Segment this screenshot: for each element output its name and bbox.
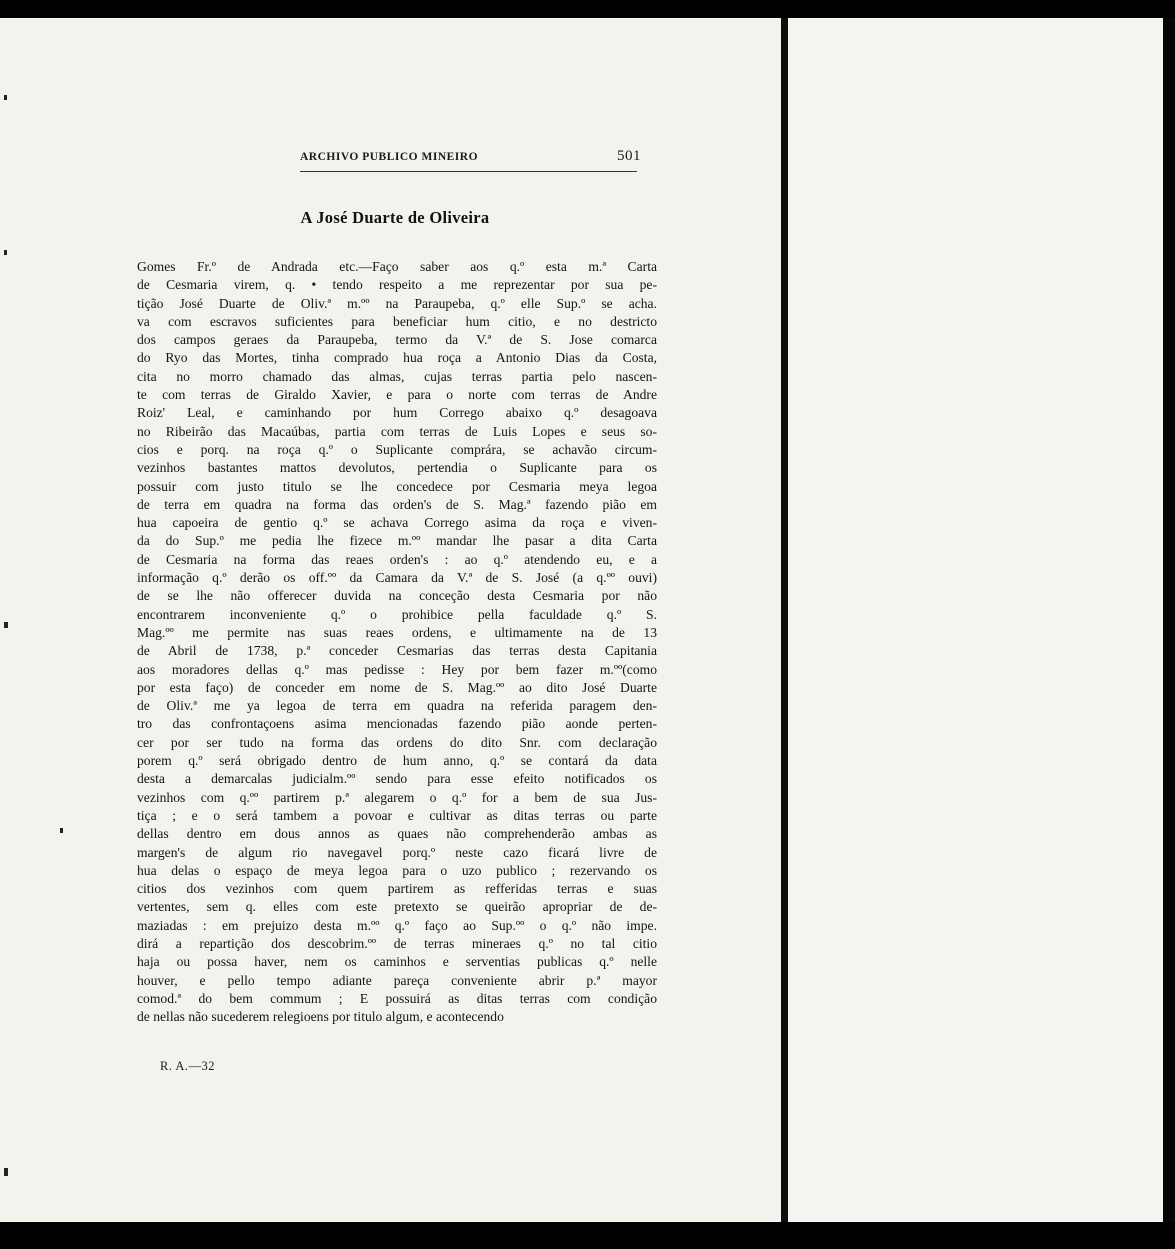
text-line: desta a demarcalas judicialm.ºº sendo para esse efeito notificados os <box>137 771 657 787</box>
running-title: ARCHIVO PUBLICO MINEIRO <box>300 151 479 163</box>
body-text <box>137 258 657 1026</box>
text-line: hua delas o espaço de meya legoa para o uzo publico ; rezervando os <box>137 862 657 878</box>
text-line: de Oliv.ª me ya legoa de terra em quadra na referida paragem den- <box>137 698 657 714</box>
text-line: dos campos geraes da Paraupeba, termo da V.ª de S. Jose comarca <box>137 332 657 348</box>
text-line: de terra em quadra na forma das orden's de S. Mag.ª fazendo pião em <box>137 496 657 512</box>
scan-speck <box>4 622 8 628</box>
text-line: encontrarem inconveniente q.º o prohibice pella faculdade q.º S. <box>137 606 657 622</box>
text-line: cios e porq. na roça q.º o Suplicante comprára, se achavão circum- <box>137 441 657 457</box>
text-line: maziadas : em prejuizo desta m.ºº q.º faço ao Sup.ºº o q.º não impe. <box>137 917 657 933</box>
scan-right-border <box>1163 18 1175 1222</box>
text-line: hua capoeira de gentio q.º se achava Corrego asima da roça e viven- <box>137 515 657 531</box>
scan-bottom-border <box>0 1222 1175 1249</box>
scan-speck <box>4 1168 8 1176</box>
text-line: de Cesmaria virem, q. • tendo respeito a me reprezentar por sua pe- <box>137 277 657 293</box>
text-line: aos moradores dellas q.º mas pedisse : Hey por bem fazer m.ºº(como <box>137 661 657 677</box>
text-line: informação q.º derão os off.ºº da Camara da V.ª de S. José (a q.ºº ouvi) <box>137 570 657 586</box>
text-line: vezinhos com q.ºº partirem p.ª alegarem o q.º for a bem de sua Jus- <box>137 789 657 805</box>
blank-facing-page <box>788 18 1163 1222</box>
text-line: Gomes Fr.º de Andrada etc.—Faço saber aos q.º esta m.ª Carta <box>137 259 657 274</box>
text-line: porem q.º será obrigado dentro de hum anno, q.º se contará da data <box>137 753 657 769</box>
text-line: te com terras de Giraldo Xavier, e para o norte com terras de Andre <box>137 387 657 403</box>
text-line: de Cesmaria na forma das reaes orden's : ao q.º atendendo eu, e a <box>137 551 657 567</box>
text-line: possuir com justo titulo se lhe concedece por Cesmaria meya legoa <box>137 478 657 494</box>
text-line: por esta faço) de conceder em nome de S. Mag.ºº ao dito José Duarte <box>137 679 657 695</box>
text-line: dellas dentro em dous annos as quaes não comprehenderão ambas as <box>137 826 657 842</box>
text-line: da do Sup.º me pedia lhe fizece m.ºº mandar lhe pasar a dita Carta <box>137 533 657 549</box>
text-line: Mag.ºº me permite nas suas reaes ordens, e ultimamente na de 13 <box>137 624 657 640</box>
scan-top-border <box>0 0 1175 18</box>
scan-speck <box>4 95 7 100</box>
text-line: margen's de algum rio navegavel porq.º neste cazo ficará livre de <box>137 844 657 860</box>
text-line: do Ryo das Mortes, tinha comprado hua roça a Antonio Dias da Costa, <box>137 350 657 366</box>
document-heading: A José Duarte de Oliveira <box>300 208 490 227</box>
text-line: vertentes, sem q. elles com este pretexto se queirão apropriar de de- <box>137 899 657 915</box>
signature-mark: R. A.—32 <box>160 1059 216 1073</box>
text-line: cer por ser tudo na forma das ordens do dito Snr. com declaração <box>137 734 657 750</box>
text-line: Roiz' Leal, e caminhando por hum Corrego abaixo q.º desagoava <box>137 405 657 421</box>
text-line: haja ou possa haver, nem os caminhos e serventias publicas q.º nelle <box>137 954 657 970</box>
running-header <box>300 148 645 170</box>
text-line: houver, e pello tempo adiante pareça conveniente abrir p.ª mayor <box>137 972 657 988</box>
text-line: tro das confrontaçoens asima mencionadas fazendo pião aonde perten- <box>137 716 657 732</box>
text-line: de Abril de 1738, p.ª conceder Cesmarias das terras desta Capitania <box>137 643 657 659</box>
text-line: de nellas não sucederem relegioens por titulo algum, e acontecendo <box>137 1009 504 1025</box>
page-number: 501 <box>617 148 641 164</box>
text-line: cita no morro chamado das almas, cujas terras partia pelo nascen- <box>137 368 657 384</box>
text-line: comod.ª do bem commum ; E possuirá as ditas terras com condição <box>137 990 657 1006</box>
scan-speck <box>4 250 7 255</box>
text-line: vezinhos bastantes mattos devolutos, pertendia o Suplicante para os <box>137 460 657 476</box>
text-line: va com escravos suficientes para beneficiar hum citio, e no destricto <box>137 313 657 329</box>
text-line: de se lhe não offerecer duvida na conceção desta Cesmaria por não <box>137 588 657 604</box>
scan-speck <box>60 828 63 833</box>
text-line: no Ribeirão das Macaúbas, partia com terras de Luis Lopes e seus so- <box>137 423 657 439</box>
text-line: citios dos vezinhos com quem partirem as refferidas terras e suas <box>137 881 657 897</box>
text-line: tiça ; e o será tambem a povoar e cultivar as ditas terras ou parte <box>137 807 657 823</box>
text-line: tição José Duarte de Oliv.ª m.ºº na Paraupeba, q.º elle Sup.º se acha. <box>137 295 657 311</box>
text-line: dirá a repartição dos descobrim.ºº de terras mineraes q.º no tal citio <box>137 935 657 951</box>
header-rule <box>300 171 637 172</box>
